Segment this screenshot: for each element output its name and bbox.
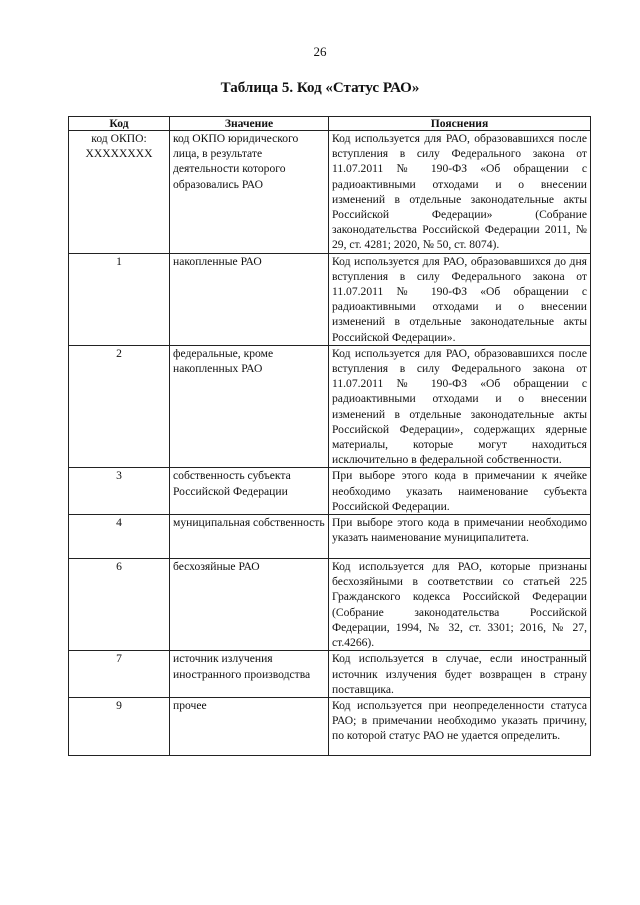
cell-value: собственность субъекта Российской Федерации [170, 468, 329, 515]
cell-note: Код используется для РАО, образовавшихся до дня вступления в силу Федерального закона от 11.07.2011 № 190-ФЗ «Об обращении с радиоактивными отходами и о внесении изменений в отдельные законодательные акты Российской Федерации». [329, 253, 591, 345]
cell-code: код ОКПО: XXXXXXXX [69, 131, 170, 254]
table-row [69, 131, 591, 254]
table-row [69, 559, 591, 651]
cell-value: бесхозяйные РАО [170, 559, 329, 651]
cell-value: федеральные, кроме накопленных РАО [170, 345, 329, 468]
cell-value: накопленные РАО [170, 253, 329, 345]
cell-value: прочее [170, 697, 329, 755]
cell-code: 3 [69, 468, 170, 515]
cell-note: Код используется в случае, если иностранный источник излучения будет возвращен в страну поставщика. [329, 651, 591, 698]
table-row [69, 651, 591, 698]
cell-code: 4 [69, 515, 170, 559]
table-row [69, 515, 591, 559]
cell-note: Код используется для РАО, образовавшихся после вступления в силу Федерального закона от 11.07.2011 № 190-ФЗ «Об обращении с радиоактивными отходами и о внесении изменений в отдельные законодательные акты Российской Федерации» (Собрание законодательства Российской Федерации 2011, № 29, ст. 4281; 2020, № 50, ст. 8074). [329, 131, 591, 254]
table-title: Таблица 5. Код «Статус РАО» [220, 80, 420, 96]
header-value: Значение [170, 117, 329, 131]
cell-value: код ОКПО юридического лица, в результате деятельности которого образовались РАО [170, 131, 329, 254]
table-row [69, 468, 591, 515]
status-table [68, 116, 591, 756]
cell-value: источник излучения иностранного производства [170, 651, 329, 698]
cell-code: 2 [69, 345, 170, 468]
table-row [69, 253, 591, 345]
cell-code: 7 [69, 651, 170, 698]
cell-note: Код используется для РАО, образовавшихся после вступления в силу Федерального закона от 11.07.2011 № 190-ФЗ «Об обращении с радиоактивными отходами и о внесении изменений в отдельные законодательные акты Российской Федерации», содержащих ядерные материалы, которые могут находиться исключительно в федеральной собственности. [329, 345, 591, 468]
cell-value: муниципальная собственность [170, 515, 329, 559]
cell-note: При выборе этого кода в примечании необходимо указать наименование муниципалитета. [329, 515, 591, 559]
cell-note: При выборе этого кода в примечании к ячейке необходимо указать наименование субъекта Российской Федерации. [329, 468, 591, 515]
cell-note: Код используется для РАО, которые признаны бесхозяйными в соответствии со статьей 225 Гражданского кодекса Российской Федерации (Собрание законодательства Российской Федерации, 1994, № 32, ст. 3301; 2016, № 27, ст.4266). [329, 559, 591, 651]
page-number: 26 [313, 44, 327, 59]
cell-code: 6 [69, 559, 170, 651]
cell-code: 9 [69, 697, 170, 755]
cell-note: Код используется при неопределенности статуса РАО; в примечании необходимо указать причину, по которой статус РАО не удается определить. [329, 697, 591, 755]
table-row [69, 697, 591, 755]
cell-code: 1 [69, 253, 170, 345]
table-header-row [69, 117, 591, 131]
header-note: Пояснения [329, 117, 591, 131]
table-row [69, 345, 591, 468]
header-code: Код [69, 117, 170, 131]
